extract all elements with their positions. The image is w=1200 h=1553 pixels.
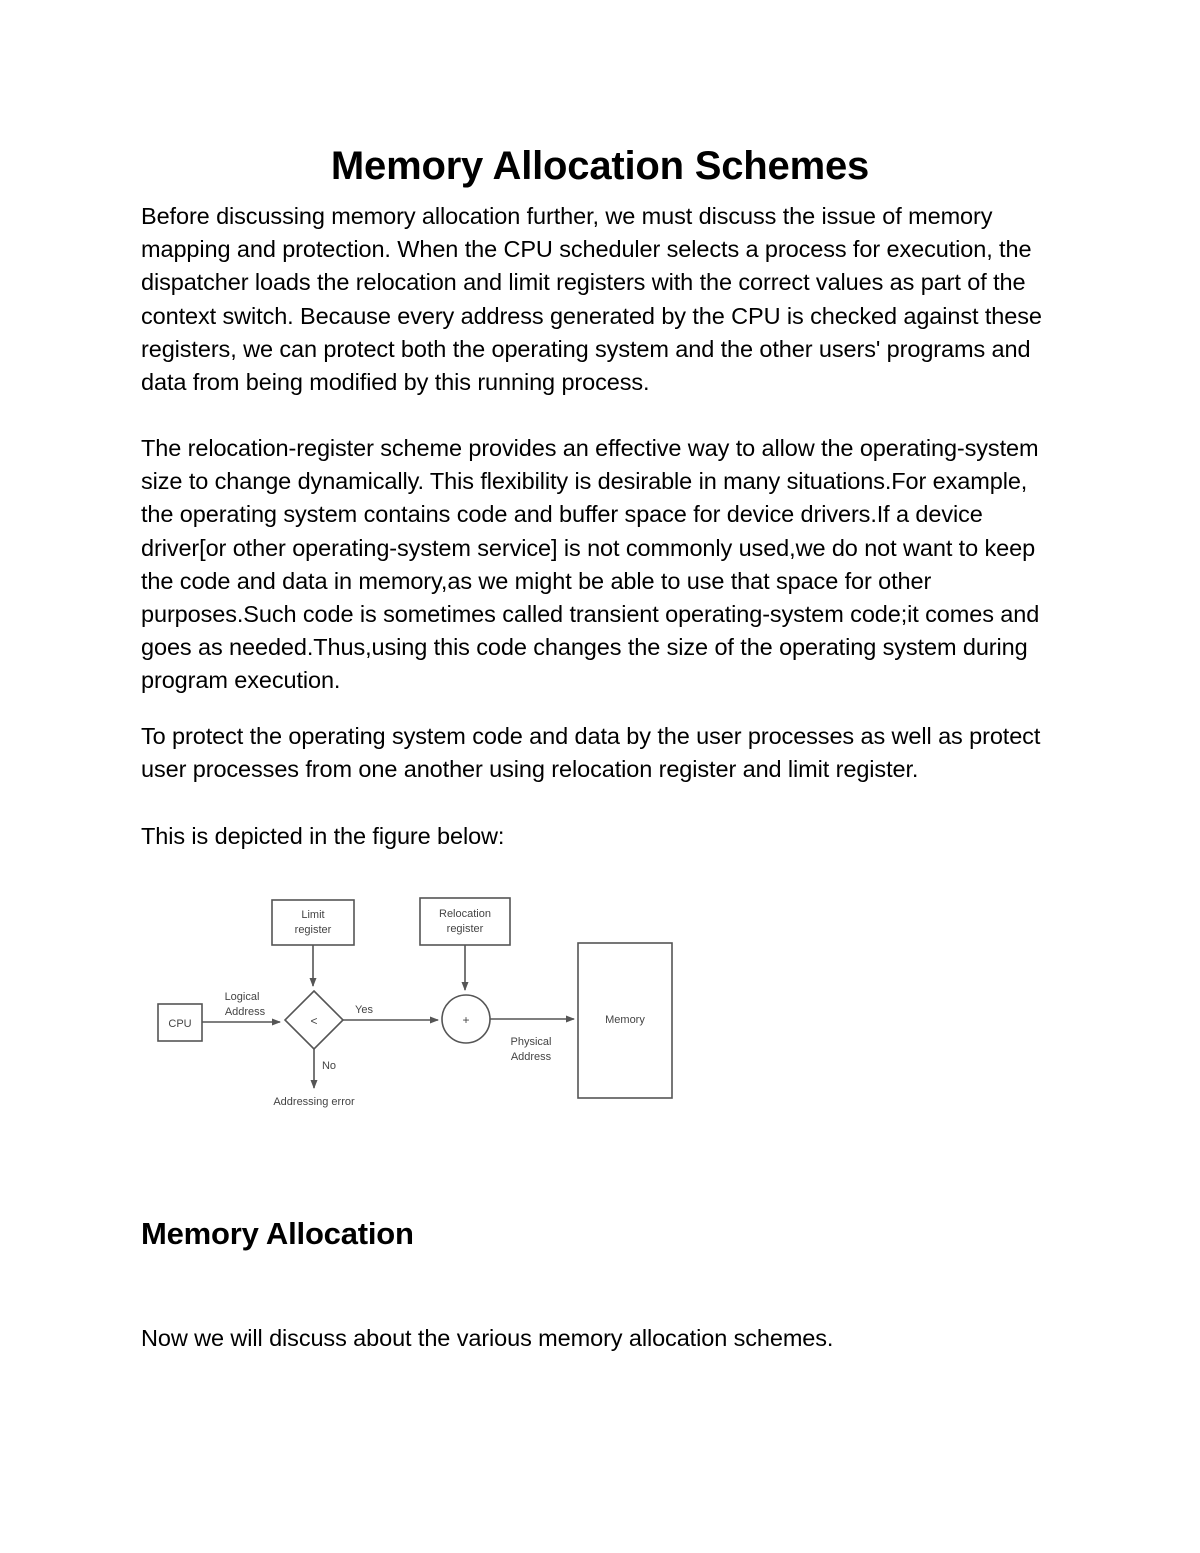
figure-hardware-address-protection (150, 888, 690, 1118)
memory-label: Memory (605, 1014, 645, 1026)
addressing-error-label: Addressing error (273, 1096, 355, 1108)
logical-address-label-line1: Logical (224, 991, 260, 1003)
physical-address-label-line2: Address (510, 1051, 552, 1063)
paragraph-4: This is depicted in the figure below: (141, 823, 505, 849)
adder-label: + (462, 1013, 470, 1027)
limit-register-label-line2: register (294, 924, 332, 936)
section-heading-memory-allocation: Memory Allocation (141, 1216, 414, 1251)
yes-label: Yes (355, 1004, 373, 1016)
diagram-svg (150, 888, 690, 1118)
paragraph-3: To protect the operating system code and data by the user processes as well as protect user processes from one another using relocation register and limit register. (141, 723, 1041, 783)
page-title: Memory Allocation Schemes (330, 144, 870, 188)
no-label: No (321, 1060, 337, 1072)
cpu-label: CPU (168, 1018, 192, 1030)
physical-address-label-line1: Physical (510, 1036, 552, 1048)
paragraph-2: The relocation-register scheme provides an effective way to allow the operating-system size to change dynamically. This flexibility is desirable in many situations.For example, the operating system contains code and buffer space for device drivers.If a device driver[or other operating-system service] is not commonly used,we do not want to keep the code and data in memory,as we might be able to use that space for other purposes.Such code is sometimes called transient operating-system code;it comes and goes as needed.Thus,using this code changes the size of the operating system during program execution. (141, 435, 1040, 694)
comparator-label: < (310, 1014, 318, 1028)
closing-paragraph: Now we will discuss about the various memory allocation schemes. (141, 1325, 834, 1351)
limit-register-label-line1: Limit (301, 909, 325, 921)
limit-register-box (272, 900, 354, 945)
relocation-register-label-line1: Relocation (439, 908, 491, 920)
relocation-register-label-line2: register (446, 923, 484, 935)
relocation-register-box (420, 898, 510, 945)
paragraph-1: Before discussing memory allocation further, we must discuss the issue of memory mapping and protection. When the CPU scheduler selects a process for execution, the dispatcher loads the relocation and limit registers with the correct values as part of the context switch. Because every address generated by the CPU is checked against these registers, we can protect both the operating system and the other users' programs and data from being modified by this running process. (141, 203, 1042, 396)
logical-address-label-line2: Address (224, 1006, 266, 1018)
